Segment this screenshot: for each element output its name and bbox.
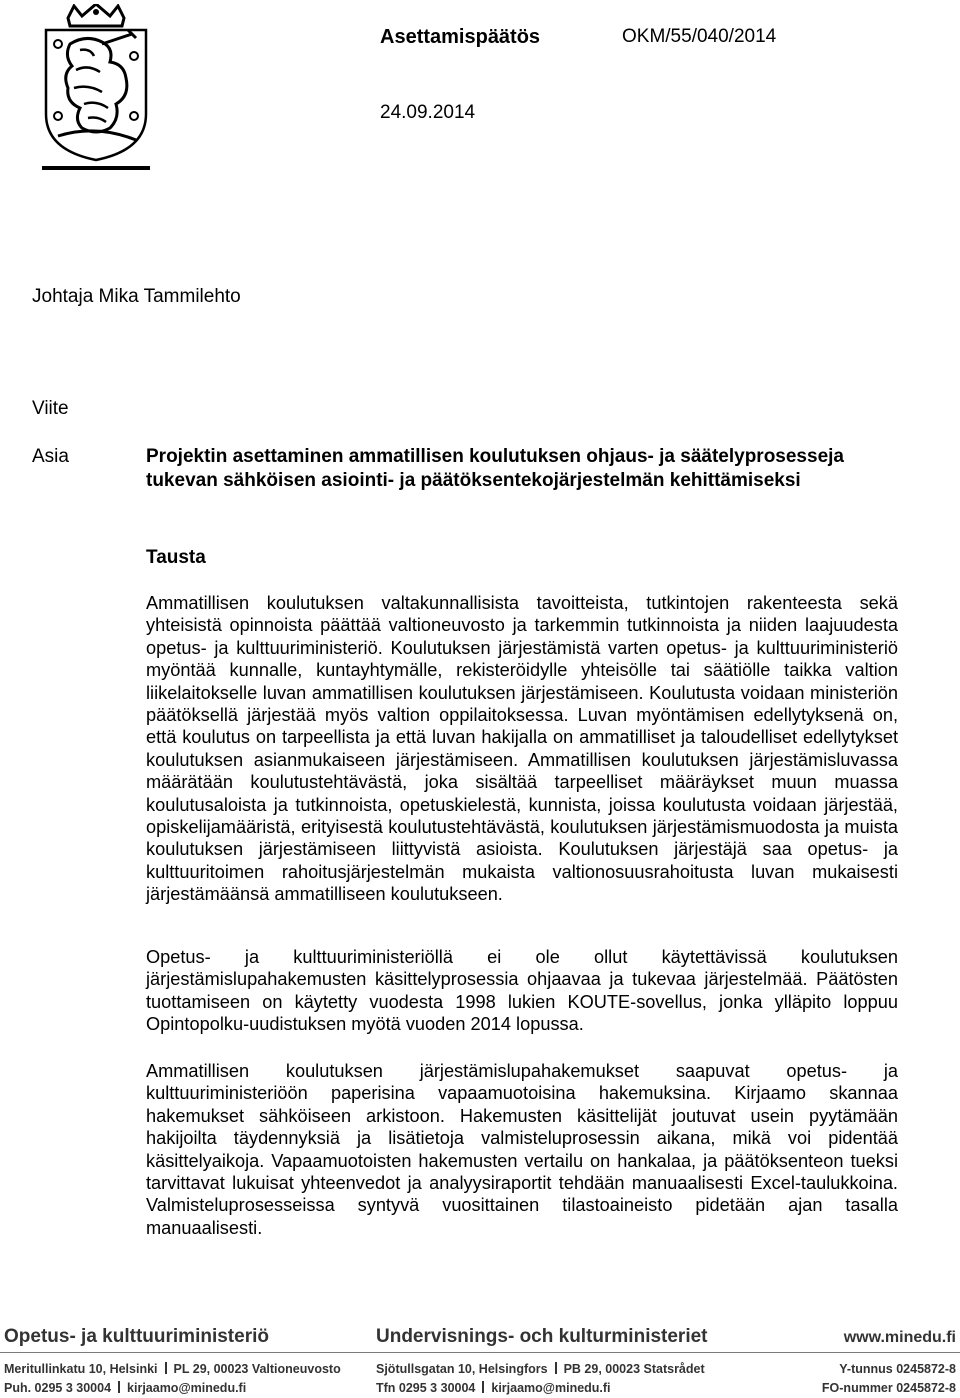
body-paragraph: Ammatillisen koulutuksen valtakunnallisista tavoitteista, tutkintojen rakenteesta sekä yhteisistä opinnoista päättää valtioneuvosto ja tarkemmin tutkinnoista ja niiden laajuudesta opetus- ja kulttuuriministeriö. Koulutuksen järjestämistä varten opetus- ja kulttuuriministeriö myöntää kunnalle, kuntayhtymälle, rekisteröidylle yhteisölle tai säätiölle taikka valtion liikelaitokselle luvan ammatillisen koulutuksen järjestämiseen. Koulutusta voidaan ministeriön päätöksellä järjestää myös valtion oppilaitoksessa. Luvan myöntämisen edellytyksenä on, että koulutus on tarpeellista ja että luvan hakijalla on ammatilliset ja taloudelliset edellytykset koulutuksen asianmukaiseen järjestämiseen. Ammatillisen koulutuksen järjestämisluvassa määrätään koulutustehtävästä, joka sisältää tarpeelliset määräykset muun muassa koulutusaloista ja tutkinnoista, opetuskielestä, kunnista, joissa koulutusta voidaan järjestää, opiskelijamääristä, erityisestä koulutustehtävästä, koulutuksen järjestämismuodosta ja muista koulutuksen järjestämiseen liittyvistä asioista. Koulutuksen järjestäjä saa opetus- ja kulttuuritoimen rahoitusjärjestelmän mukaista valtionosuusrahoitusta luvan mukaisesti järjestämäänsä ammatilliseen koulutukseen. xyxy=(146,593,898,905)
footer-contact-sv xyxy=(376,1381,611,1395)
document-number: OKM/55/040/2014 xyxy=(622,26,777,47)
footer-email-sv[interactable]: kirjaamo@minedu.fi xyxy=(491,1381,611,1395)
footer-divider xyxy=(0,1352,960,1353)
footer-separator xyxy=(118,1381,120,1393)
recipient: Johtaja Mika Tammilehto xyxy=(32,286,241,307)
body-paragraph: Opetus- ja kulttuuriministeriöllä ei ole ollut käytettävissä koulutuksen järjestämislupahakemusten käsittelyprosessia ohjaavaa ja tukevaa järjestelmää. Päätösten tuottamiseen on käytetty vuodesta 1998 lukien KOUTE-sovellus, jonka ylläpito loppuu Opintopolku-uudistuksen myötä vuoden 2014 lopussa. xyxy=(146,947,898,1035)
footer-pobox-sv: PB 29, 00023 Statsrådet xyxy=(563,1362,705,1376)
footer-ministry-name-sv: Undervisnings- och kulturministeriet xyxy=(376,1326,708,1347)
reference-label: Viite xyxy=(32,398,69,419)
footer-website-link[interactable]: www.minedu.fi xyxy=(843,1329,956,1346)
footer-address-sv xyxy=(376,1362,705,1376)
footer-street-fi: Meritullinkatu 10, Helsinki xyxy=(4,1362,158,1376)
subject-label: Asia xyxy=(32,446,69,467)
footer-separator xyxy=(482,1381,484,1393)
body-paragraph: Ammatillisen koulutuksen järjestämislupahakemukset saapuvat opetus- ja kulttuuriministeriöön paperisina vapaamuotoisina hakemuksina. Kirjaamo skannaa hakemukset sähköiseen arkistoon. Hakemusten käsittelijät joutuvat usein pyytämään hakijoilta täydennyksiä ja lisätietoja valmisteluprosessin aikana, mikä voi pidentää käsittelyaikoja. Vapaamuotoisten hakemusten vertailu on hankalaa, ja päätöksenteon tueksi tarvittavat lukuisat yhteenvedot ja analyysiraportit tehdään manuaalisesti Excel-taulukkoina. Valmisteluprosesseissa syntyvä vuosittainen tilastoaineisto pidetään ajan tasalla manuaalisesti. xyxy=(146,1061,898,1238)
footer-address-fi xyxy=(4,1362,341,1376)
footer-email-fi[interactable]: kirjaamo@minedu.fi xyxy=(127,1381,247,1395)
section-heading: Tausta xyxy=(146,547,206,568)
footer-ministry-name-fi: Opetus- ja kulttuuriministeriö xyxy=(4,1326,269,1347)
footer-separator xyxy=(165,1362,167,1374)
footer-business-id-sv: FO-nummer 0245872-8 xyxy=(821,1381,956,1395)
footer-phone-sv: Tfn 0295 3 30004 xyxy=(376,1381,476,1395)
subject-title: Projektin asettaminen ammatillisen koulutuksen ohjaus- ja säätelyprosesseja tukevan sähköisen asiointi- ja päätöksentekojärjestelmän kehittämiseksi xyxy=(146,446,844,491)
footer-separator xyxy=(555,1362,557,1374)
footer-phone-fi: Puh. 0295 3 30004 xyxy=(4,1381,112,1395)
finnish-lion-crest-icon xyxy=(40,4,152,172)
footer-pobox-fi: PL 29, 00023 Valtioneuvosto xyxy=(173,1362,341,1376)
document-type: Asettamispäätös xyxy=(380,26,541,48)
footer-contact-fi xyxy=(4,1381,246,1395)
document-date: 24.09.2014 xyxy=(380,102,476,123)
footer-business-id-fi: Y-tunnus 0245872-8 xyxy=(839,1362,956,1376)
footer-street-sv: Sjötullsgatan 10, Helsingfors xyxy=(376,1362,548,1376)
